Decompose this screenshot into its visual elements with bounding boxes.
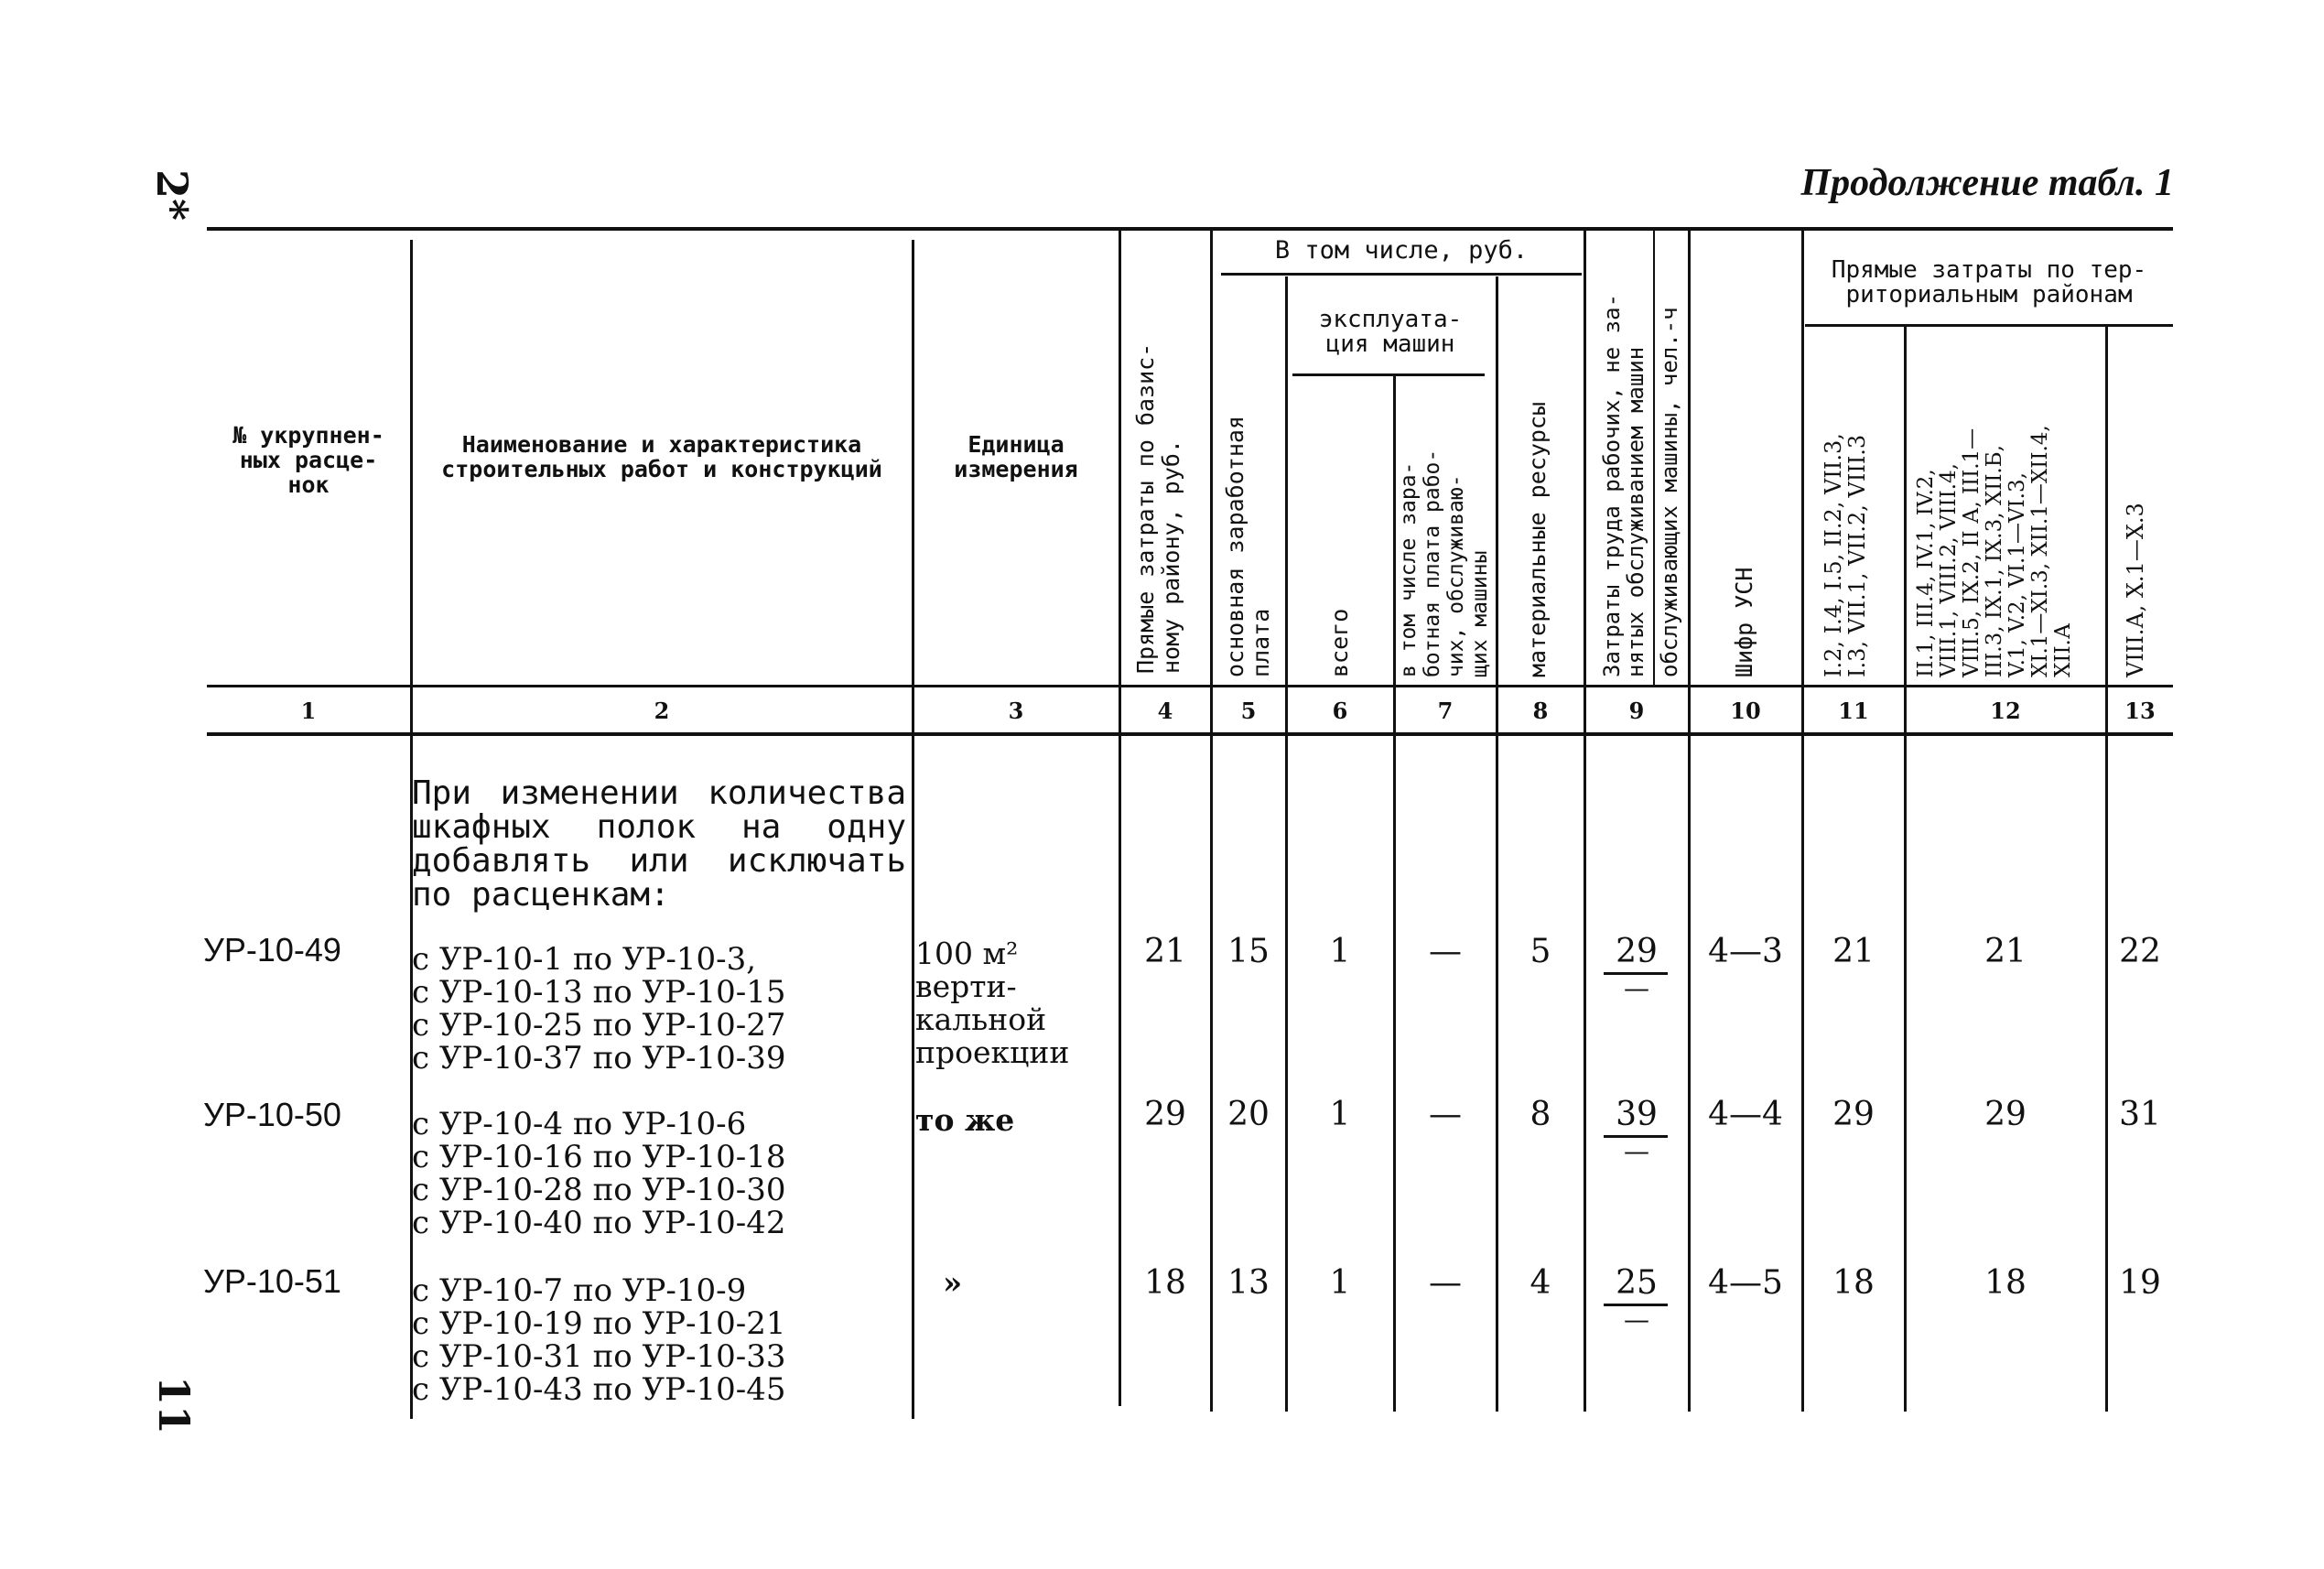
colnum-7: 7 [1437,698,1454,724]
header-col9-top: Затраты труда рабочих, не за- нятых обслуживанием машин [1599,293,1648,677]
row2-c10: 4—4 [1708,1096,1783,1133]
header-group-mach: эксплуата- ция машин [1318,306,1463,358]
header-col10: Шифр УСН [1731,567,1757,677]
numbers-bottom-rule [207,732,2173,736]
row3-c8: 4 [1530,1264,1551,1302]
row2-c12: 29 [1984,1096,2027,1133]
row2-c8: 8 [1530,1096,1551,1133]
colnum-6: 6 [1332,698,1348,724]
col-line-11 [1904,326,1907,1412]
header-col11: I.2, I.4, I.5, II.2, VII.3, I.3, VII.1, VII.2, VIII.3 [1821,433,1870,677]
header-col9-bottom: обслуживающих машины, чел.-ч [1657,307,1682,677]
row1-unit: 100 м² верти- кальной проекции [915,936,1070,1070]
header-bottom-rule [207,685,2173,687]
row2-unit: то же [915,1102,1015,1138]
row3-items: с УР-10-7 по УР-10-9 с УР-10-19 по УР-10-21 с УР-10-31 по УР-10-33 с УР-10-43 по УР-10-45 [412,1272,786,1408]
row1-c7: — [1429,933,1462,970]
colnum-3: 3 [1008,698,1024,724]
header-col1: № укрупнен- ных расце- нок [232,422,384,498]
row1-c10: 4—3 [1708,933,1783,970]
row1-items: с УР-10-1 по УР-10-3, с УР-10-13 по УР-10-15 с УР-10-25 по УР-10-27 с УР-10-37 по УР-10-39 [412,941,786,1077]
row3-c13: 19 [2119,1264,2161,1302]
header-col12: II.1, III.4, IV.1, IV.2, VIII.1, VIII.2, VIII.4, VIII.5, IX.2, II А, III.1— III.3, IX.1, IX.3, XII.Б, V.1, V.2, VI.1—VI.3, XI.1—XI.3, XII.1—XII.4, XII.А [1914,425,2075,677]
colnum-2: 2 [654,698,670,724]
signature-mark: 2* [147,168,198,222]
col-line-6 [1393,375,1396,1412]
colnum-5: 5 [1240,698,1257,724]
header-group-incl: В том числе, руб. [1274,236,1529,265]
row3-c12: 18 [1984,1264,2027,1302]
row3-c10: 4—5 [1708,1264,1783,1302]
col-line-4 [1210,231,1213,1412]
colnum-1: 1 [300,698,317,724]
colnum-12: 12 [1990,698,2021,724]
group-terr-rule [1805,324,2173,327]
col-line-9-split [1653,231,1655,685]
row1-code: УР-10-49 [203,931,341,968]
row3-c4: 18 [1144,1264,1186,1302]
row1-c4: 21 [1144,933,1186,970]
row1-c12: 21 [1984,933,2027,970]
intro-text: При изменении количества шкафных полок на одну добавлять или исключать по расценкам: [412,774,906,914]
header-col7: в том числе зара- ботная плата рабо- чих, обслуживаю- щих машины [1397,449,1492,677]
row2-c13: 31 [2119,1096,2161,1133]
row3-c7: — [1429,1264,1462,1302]
table-top-rule [207,227,2173,231]
row2-c11: 29 [1832,1096,1875,1133]
row3-c6: 1 [1329,1264,1351,1302]
col-line-10 [1801,231,1804,1412]
header-col8: материальные ресурсы [1524,401,1551,677]
header-col5: основная заработная плата [1222,416,1274,677]
row3-c9-bottom: — [1624,1304,1649,1335]
colnum-8: 8 [1532,698,1549,724]
row1-c9-top: 29 [1616,933,1658,970]
colnum-11: 11 [1838,698,1869,724]
col-line-3 [1119,231,1121,1406]
header-col3: Единица измерения [954,431,1078,482]
row3-c5: 13 [1227,1264,1270,1302]
row1-c13: 22 [2119,933,2161,970]
header-col13: VIII.А, X.1—X.3 [2123,503,2148,677]
row3-unit: » [943,1265,963,1302]
row1-c5: 15 [1227,933,1270,970]
page-number: 11 [149,1375,200,1435]
continuation-title: Продолжение табл. 1 [1800,162,2174,204]
col-line-12 [2105,326,2108,1412]
col-line-8 [1584,231,1586,1412]
col-line-2 [912,240,914,1419]
header-col6: всего [1326,608,1353,677]
header-col2: Наименование и характеристика строительных работ и конструкций [441,431,882,482]
row1-c9-bottom: — [1624,973,1649,1003]
row2-c7: — [1429,1096,1462,1133]
row1-c11: 21 [1832,933,1875,970]
row2-c5: 20 [1227,1096,1270,1133]
row2-c9-top: 39 [1616,1096,1658,1133]
row3-c11: 18 [1832,1264,1875,1302]
header-group-terr: Прямые затраты по тер- риториальным районам [1831,256,2147,308]
colnum-13: 13 [2124,698,2156,724]
col-line-5 [1285,276,1288,1412]
row2-code: УР-10-50 [203,1096,341,1133]
row1-c6: 1 [1329,933,1351,970]
row2-c9-bottom: — [1624,1136,1649,1166]
row1-c8: 5 [1530,933,1551,970]
row3-code: УР-10-51 [203,1262,341,1300]
header-col4: Прямые затраты по базис- ному району, руб. [1132,342,1184,674]
group-incl-rule [1221,273,1582,276]
row2-c6: 1 [1329,1096,1351,1133]
colnum-4: 4 [1157,698,1173,724]
col-line-7 [1496,276,1498,1412]
row2-items: с УР-10-4 по УР-10-6 с УР-10-16 по УР-10-18 с УР-10-28 по УР-10-30 с УР-10-40 по УР-10-42 [412,1106,786,1241]
row3-c9-top: 25 [1616,1264,1658,1302]
group-mach-rule [1292,373,1485,376]
col-line-9 [1688,231,1691,1412]
colnum-10: 10 [1730,698,1761,724]
colnum-9: 9 [1628,698,1645,724]
row2-c4: 29 [1144,1096,1186,1133]
